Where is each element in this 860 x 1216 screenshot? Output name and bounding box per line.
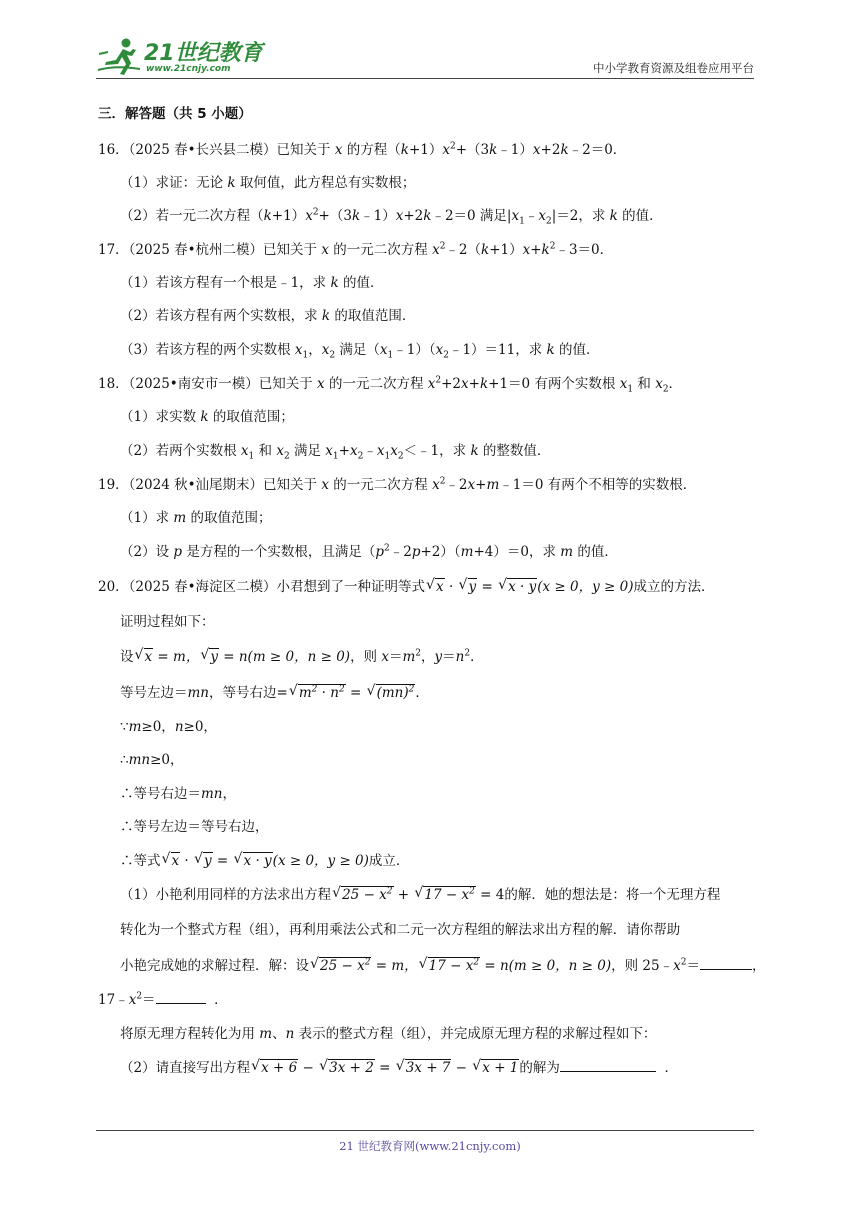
q20-part1-line1: （1）小艳利用同样的方法求出方程√ $25 - x^2$ + √ $17 - x^2 = 4$的解．她的想法是：将一个无理方程 — [120, 886, 720, 904]
q19-stem: 19．（2024 秋•汕尾期末）已知关于 x 的一元二次方程 $x^2﹣2x+m﹣1=0$ 有两个不相等的实数根． — [98, 476, 697, 493]
answer-blank-1[interactable] — [700, 957, 752, 970]
logo-text: 21世纪教育 — [144, 41, 263, 66]
q20-proof-line2: 等号左边＝mn，等号右边=√ $m^2 \cdot n^2$ = √ (mn)$^2$． — [120, 684, 429, 702]
q20-part1-line3: 小艳完成她的求解过程．解：设√ $25 - x^2 = m$，√ $17 - x^2 = n(m \ge 0$，n ≥ 0)，则 $25﹣x^2=$ ， — [120, 957, 765, 975]
q20-stem: 20．（2025 春•海淀区二模）小君想到了一种证明等式√ x · √ y = √ x · y(x ≥ 0，y ≥ 0)成立的方法． — [98, 578, 714, 596]
q19-part2: （2）设 p 是方程的一个实数根，且满足$(p^2﹣2p+2)(m+4)=0$，求 m 的值． — [120, 543, 618, 560]
q16-part1: （1）求证：无论 k 取何值，此方程总有实数根； — [120, 175, 416, 191]
page-header — [96, 34, 754, 80]
q16-part2: （2）若一元二次方程$(k+1)x^2+(3k﹣1)x+2k﹣2=0$ 满足$|x_1﹣x_2|=2$，求 k 的值． — [120, 207, 663, 227]
q18-part2: （2）若两个实数根 $x_1$ 和 $x_2$ 满足 $x_1+x_2﹣x_1x_2<﹣1$，求 k 的整数值． — [120, 443, 551, 462]
q18-stem: 18．（2025•南安市一模）已知关于 x 的一元二次方程 $x^2+2x+k+1=0$ 有两个实数根 $x_1$ 和 $x_2$． — [98, 375, 683, 395]
logo-url: www.21cnjy.com — [146, 64, 231, 74]
q17-part3: （3）若该方程的两个实数根 $x_1$，$x_2$ 满足$(x_1﹣1)(x_2﹣1)=11$，求 k 的值． — [120, 342, 600, 361]
q18-part1: （1）求实数 k 的取值范围； — [120, 409, 294, 425]
q17-part2: （2）若该方程有两个实数根，求 k 的取值范围． — [120, 308, 416, 324]
q20-proof-line7: ∴等式√ x · √ y = √ x · y(x ≥ 0，y ≥ 0)成立． — [120, 852, 409, 870]
q20-part1-line2: 转化为一个整式方程（组），再利用乘法公式和二元一次方程组的解法求出方程的解．请你帮助 — [120, 922, 681, 938]
header-divider — [96, 78, 754, 79]
answer-blank-3[interactable] — [560, 1059, 656, 1072]
platform-name: 中小学教育资源及组卷应用平台 — [593, 61, 754, 75]
footer-divider — [96, 1130, 754, 1131]
q16-stem: 16．（2025 春•长兴县二模）已知关于 x 的方程$(k+1)x^2+(3k﹣1)x+2k﹣2=0$． — [98, 141, 627, 158]
q20-proof-line5: ∴等号右边＝mn， — [120, 786, 236, 802]
q20-part1-line4: $17﹣x^2=$ ． — [98, 991, 228, 1008]
logo — [96, 36, 266, 80]
q17-stem: 17．（2025 春•杭州二模）已知关于 x 的一元二次方程 $x^2﹣2(k+1)x+k^2﹣3=0$． — [98, 241, 614, 258]
runner-logo-icon — [96, 36, 142, 78]
q20-proof-title: 证明过程如下： — [120, 614, 215, 630]
q20-proof-line3: ∵m≥0，n≥0， — [120, 719, 217, 735]
q20-proof-line4: ∴mn≥0， — [120, 752, 184, 768]
page-footer: 21 世纪教育网(www.21cnjy.com) — [339, 1139, 521, 1153]
q20-proof-line1: 设√ x = m，√ y = n(m ≥ 0，n ≥ 0)，则 $x=m^2$，$y=n^2$． — [120, 648, 484, 666]
q20-proof-line6: ∴等号左边＝等号右边， — [120, 819, 269, 835]
section-title: 三．解答题（共 5 小题） — [98, 106, 252, 122]
q19-part1: （1）求 m 的取值范围； — [120, 510, 272, 526]
q20-part2: （2）请直接写出方程√ x + 6 − √ 3x + 2 = √ 3x + 7 − √ x + 1的解为 ． — [120, 1059, 678, 1077]
q17-part1: （1）若该方程有一个根是﹣1，求 k 的值． — [120, 275, 384, 291]
q20-part1-line5: 将原无理方程转化为用 m、n 表示的整式方程（组），并完成原无理方程的求解过程如下： — [120, 1026, 657, 1042]
answer-blank-2[interactable] — [156, 991, 206, 1004]
